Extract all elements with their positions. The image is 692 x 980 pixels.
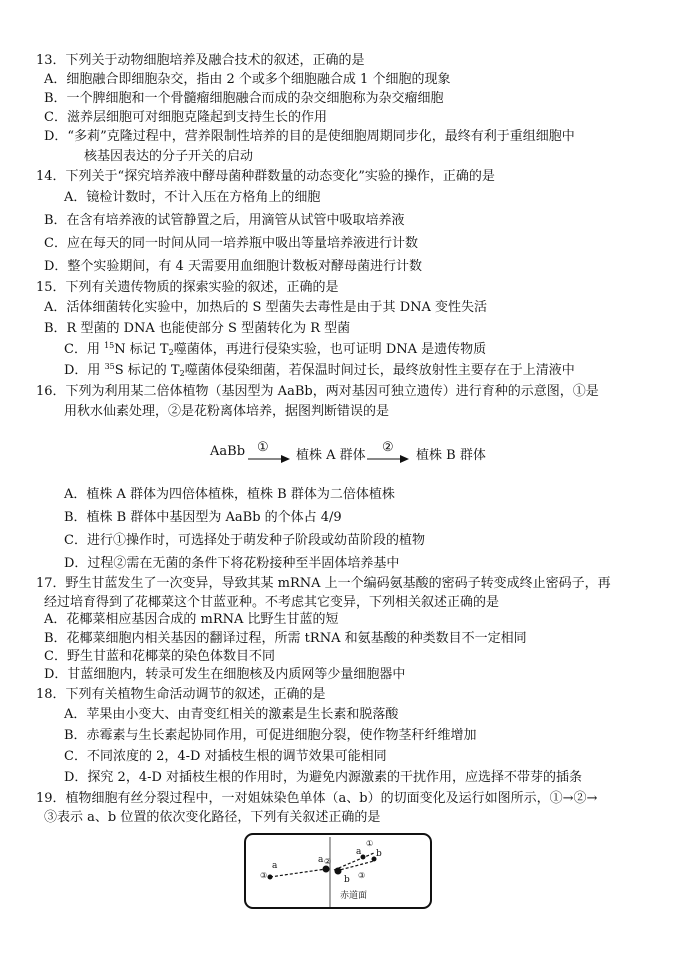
q13-option-a: A．细胞融合即细胞杂交，指由 2 个或多个细胞融合成 1 个细胞的现象 [44, 72, 451, 87]
q14-option-d: D．整个实验期间，有 4 天需要用血细胞计数板对酵母菌进行计数 [44, 259, 422, 274]
q18-option-c: C．不同浓度的 2，4-D 对插枝生根的调节效果可能相同 [64, 749, 387, 764]
q14-option-a: A．镜检计数时，不计入压在方格角上的细胞 [64, 190, 321, 205]
q13-option-b: B．一个脾细胞和一个骨髓瘤细胞融合而成的杂交细胞称为杂交瘤细胞 [44, 91, 444, 106]
chromatid-diagram [246, 835, 430, 907]
fig-label-a-left: a [272, 861, 278, 871]
chromatid-movement-figure [244, 833, 432, 909]
fig-label-a-mid: a [318, 855, 324, 865]
q17-option-d: D．甘蓝细胞内，转录可发生在细胞核及内质网等少量细胞器中 [44, 667, 406, 682]
fig-equatorial-label: 赤道面 [340, 891, 368, 901]
position-3-a-dot [268, 875, 273, 880]
q16-option-b: B．植株 B 群体中基因型为 AaBb 的个体占 4/9 [64, 510, 342, 525]
q16-option-c: C．进行①操作时，可选择处于萌发种子阶段或幼苗阶段的植物 [64, 533, 425, 548]
q13-option-d-cont: 核基因表达的分子开关的启动 [84, 149, 254, 164]
scheme-plant-b: 植株 B 群体 [416, 448, 486, 463]
q19-stem-cont: ③表示 a、b 位置的依次变化路径，下列有关叙述正确的是 [44, 810, 381, 825]
scheme-parent: AaBb [210, 444, 246, 459]
q15-stem: 15．下列有关遗传物质的探索实验的叙述，正确的是 [36, 280, 339, 295]
q13-option-c: C．滋养层细胞可对细胞克隆起到支持生长的作用 [44, 110, 327, 125]
scheme-arrow-2 [367, 454, 409, 464]
q17-option-c: C．野生甘蓝和花椰菜的染色体数目不同 [44, 649, 275, 664]
q17-option-a: A．花椰菜相应基因合成的 mRNA 比野生甘蓝的短 [44, 612, 339, 627]
q13-option-d: D．“多莉”克隆过程中，营养限制性培养的目的是使细胞周期同步化，最终有利于重组细胞中 [44, 129, 575, 144]
scheme-arrow-1 [248, 454, 290, 464]
q15-option-b: B．R 型菌的 DNA 也能使部分 S 型菌转化为 R 型菌 [44, 321, 351, 336]
q19-stem: 19．植物细胞有丝分裂过程中，一对姐妹染色单体（a、b）的切面变化及运行如图所示，①→②→ [36, 791, 598, 806]
q18-option-d: D．探究 2，4-D 对插枝生根的作用时，为避免内源激素的干扰作用，应选择不带芽的插条 [64, 770, 583, 785]
q14-stem: 14．下列关于“探究培养液中酵母菌种群数量的动态变化”实验的操作，正确的是 [36, 169, 495, 184]
q15-option-d: D．用 $^{35}$S 标记的 $T_2$噬菌体侵染细菌，若保温时间过长，最终放射性主要存在于上清液中 [64, 362, 575, 378]
q14-option-c: C．应在每天的同一时间从同一培养瓶中吸出等量培养液进行计数 [44, 236, 418, 251]
position-2-b-dot [335, 868, 342, 875]
scheme-plant-a: 植株 A 群体 [296, 448, 366, 463]
q18-option-a: A．苹果由小变大、由青变红相关的激素是生长素和脱落酸 [64, 707, 399, 722]
q14-option-b: B．在含有培养液的试管静置之后，用滴管从试管中吸取培养液 [44, 213, 405, 228]
q17-option-b: B．花椰菜细胞内相关基因的翻译过程，所需 tRNA 和氨基酸的种类数目不一定相同 [44, 631, 527, 646]
scheme-step1-label: ① [257, 440, 269, 455]
breeding-scheme [210, 440, 510, 466]
q16-option-d: D．过程②需在无菌的条件下将花粉接种至半固体培养基中 [64, 556, 400, 571]
fig-label-a-right: a [356, 847, 362, 857]
fig-circle2: ② [324, 857, 332, 866]
fig-circle3-left: ③ [260, 871, 268, 880]
q16-stem-cont: 用秋水仙素处理，②是花粉离体培养，据图判断错误的是 [64, 404, 390, 419]
fig-circle3-right: ③ [358, 871, 366, 880]
q17-stem: 17．野生甘蓝发生了一次变异，导致其某 mRNA 上一个编码氨基酸的密码子转变成终止密码子，再 [36, 576, 611, 591]
q16-option-a: A．植株 A 群体为四倍体植株，植株 B 群体为二倍体植株 [64, 487, 395, 502]
q16-stem: 16．下列为利用某二倍体植物（基因型为 AaBb，两对基因可独立遗传）进行育种的示意图，①是 [36, 384, 599, 399]
scheme-step2-label: ② [382, 440, 394, 455]
fig-label-b-mid: b [344, 875, 350, 885]
q15-option-a: A．活体细菌转化实验中，加热后的 S 型菌失去毒性是由于其 DNA 变性失活 [44, 300, 488, 315]
q13-stem: 13．下列关于动物细胞培养及融合技术的叙述，正确的是 [36, 53, 365, 68]
q15-option-c: C．用 $^{15}$N 标记 $T_2$噬菌体，再进行侵染实验，也可证明 DNA 是遗传物质 [64, 341, 487, 357]
q18-stem: 18．下列有关植物生命活动调节的叙述，正确的是 [36, 687, 326, 702]
q18-option-b: B．赤霉素与生长素起协同作用，可促进细胞分裂，使作物茎秆纤维增加 [64, 728, 477, 743]
fig-circle1: ① [366, 839, 374, 848]
fig-label-b-right: b [376, 849, 382, 859]
q17-stem-cont: 经过培育得到了花椰菜这个甘蓝亚种。不考虑其它变异，下列相关叙述正确的是 [44, 595, 500, 610]
